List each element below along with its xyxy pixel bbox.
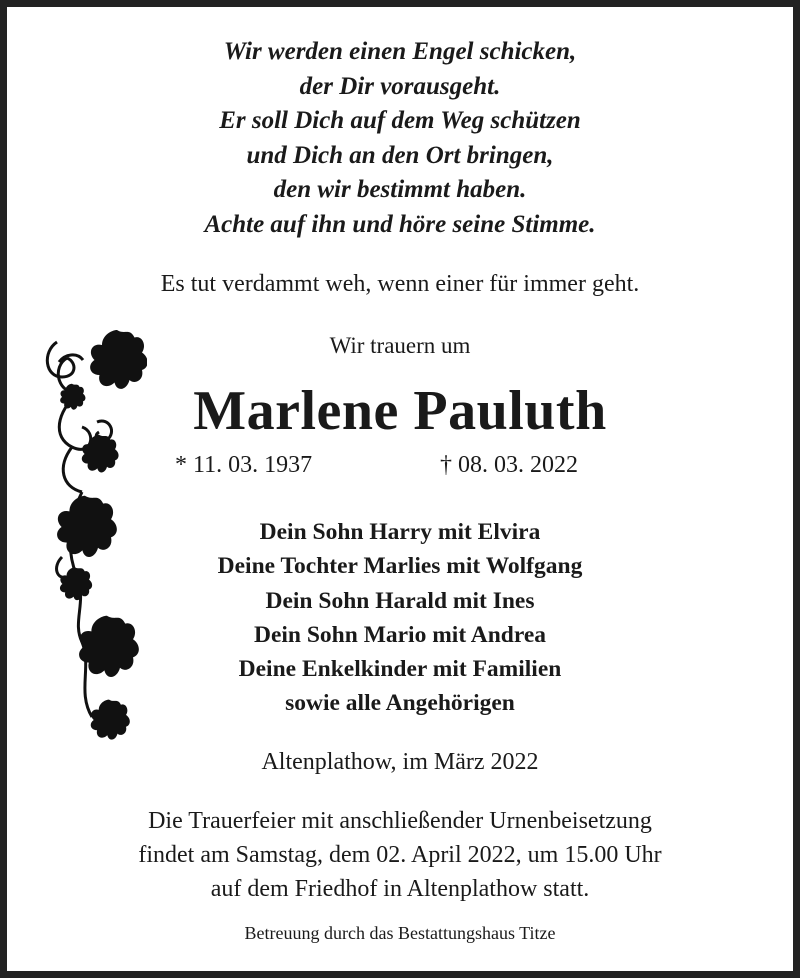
- poem-line: Wir werden einen Engel schicken,: [223, 38, 577, 65]
- deceased-name: Marlene Pauluth: [193, 380, 607, 442]
- mourner-line: Deine Tochter Marlies mit Wolfgang: [217, 553, 583, 580]
- mourner-line: Deine Enkelkinder mit Familien: [238, 656, 562, 683]
- mourner-line: Dein Sohn Mario mit Andrea: [253, 621, 547, 648]
- poem-line: Er soll Dich auf dem Weg schützen: [219, 107, 581, 134]
- tagline: Es tut verdammt weh, wenn einer für immer geht.: [160, 271, 640, 297]
- poem-line: und Dich an den Ort bringen,: [246, 141, 554, 169]
- poem-line: Achte auf ihn und höre seine Stimme.: [204, 210, 596, 238]
- ceremony-line: auf dem Friedhof in Altenplathow statt.: [210, 876, 590, 902]
- mourner-line: sowie alle Angehörigen: [285, 690, 515, 717]
- ceremony-info: [7, 804, 793, 906]
- poem: [7, 35, 793, 242]
- death-date: † 08. 03. 2022: [440, 452, 578, 478]
- place-date: Altenplathow, im März 2022: [261, 749, 539, 775]
- poem-line: den wir bestimmt haben.: [273, 176, 527, 203]
- undertaker-credit: Betreuung durch das Bestattungshaus Titze: [244, 923, 556, 943]
- intro-text: Wir trauern um: [329, 333, 471, 358]
- mourners-list: [7, 515, 793, 721]
- ceremony-line: Die Trauerfeier mit anschließender Urnenbeisetzung: [148, 808, 652, 834]
- ceremony-line: findet am Samstag, dem 02. April 2022, um 15.00 Uhr: [138, 842, 662, 868]
- mourner-line: Dein Sohn Harry mit Elvira: [259, 519, 541, 545]
- poem-line: der Dir vorausgeht.: [299, 72, 501, 100]
- birth-date: * 11. 03. 1937: [175, 452, 313, 478]
- mourner-line: Dein Sohn Harald mit Ines: [265, 587, 535, 614]
